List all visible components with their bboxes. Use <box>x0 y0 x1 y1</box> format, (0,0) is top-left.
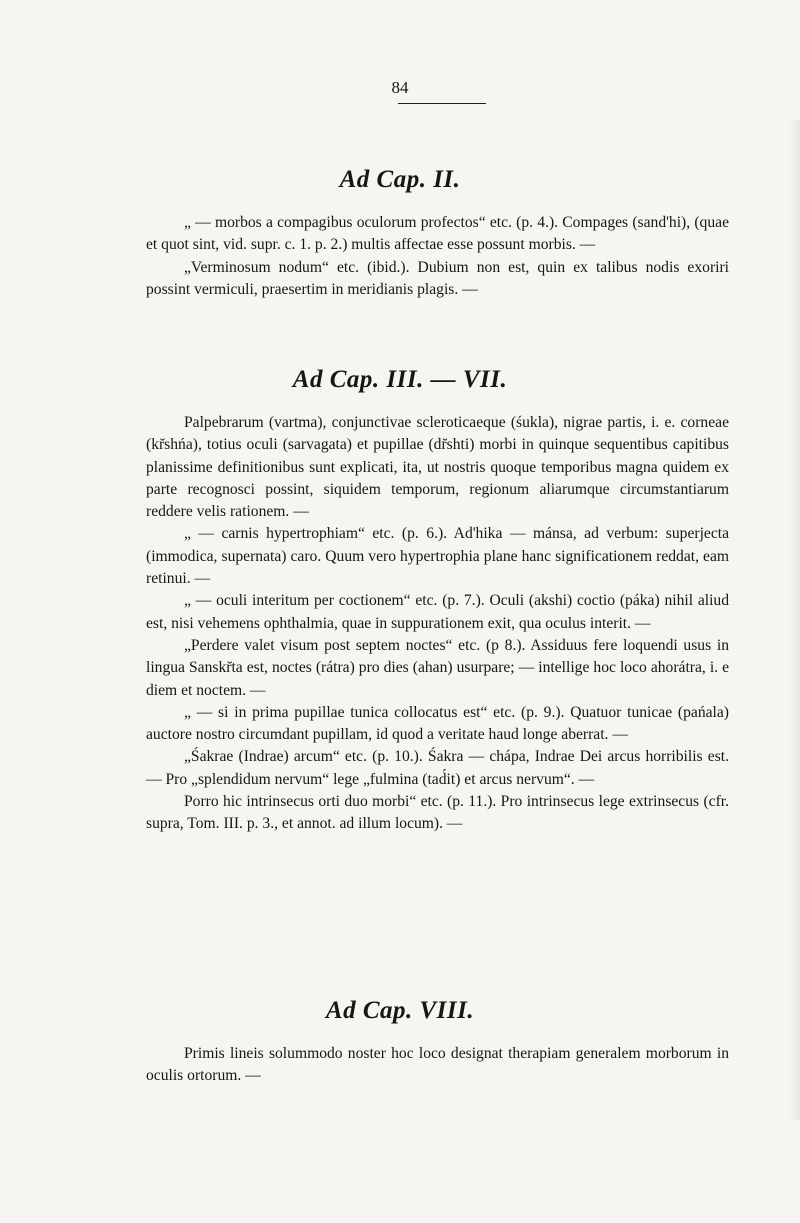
section-heading-cap-2: Ad Cap. II. <box>339 166 461 193</box>
page-number: 84 <box>391 78 409 97</box>
paragraph: „ — morbos a compagibus oculorum profectos“ etc. (p. 4.). Compages (sand'hi), (quae et quot sint, vid. supr. c. 1. p. 2.) multis affectae esse possunt morbis. — <box>146 214 729 254</box>
section-heading-cap-3-7: Ad Cap. III. — VII. <box>292 366 508 393</box>
paragraph: „Śakrae (Indrae) arcum“ etc. (p. 10.). Śakra — chápa, Indrae Dei arcus horribilis est. — Pro „splendidum nervum“ lege „fulmina (tad́it) et arcus nervum“. — <box>146 748 729 788</box>
section-body-cap-2 <box>146 212 729 301</box>
page-edge-shadow <box>788 120 800 1120</box>
section-heading-cap-8: Ad Cap. VIII. <box>325 997 475 1024</box>
paragraph: Primis lineis solummodo noster hoc loco designat therapiam generalem morborum in oculis ortorum. — <box>146 1045 729 1085</box>
paragraph: „Verminosum nodum“ etc. (ibid.). Dubium non est, quin ex talibus nodis exoriri possint vermiculi, praesertim in meridianis plagis. — <box>146 258 729 298</box>
paragraph: „Perdere valet visum post septem noctes“ etc. (p 8.). Assiduus fere loquendi usus in lingua Sanskr̆ta est, noctes (rátra) pro dies (ahan) usurpare; — intellige hoc loco ahorátra, i. e diem et noctem. — <box>146 636 729 699</box>
paragraph: Palpebrarum (vartma), conjunctivae scleroticaeque (śukla), nigrae partis, i. e. corneae (kr̆shńa), totius oculi (sarvagata) et pupillae (dr̆shti) morbi in quinque sequentibus capitibus planissime definitionibus sunt explicati, ita, ut nostris quoque temporibus magna quidem ex parte recognosci possint, siquidem temporum, regionum aliarumque circumstantiarum reddere velis rationem. — <box>146 414 729 521</box>
paragraph: Porro hic intrinsecus orti duo morbi“ etc. (p. 11.). Pro intrinsecus lege extrinsecus (cfr. supra, Tom. III. p. 3., et annot. ad illum locum). — <box>146 793 729 833</box>
paragraph: „ — si in prima pupillae tunica collocatus est“ etc. (p. 9.). Quatuor tunicae (pańala) auctore nostro circumdant pupillam, id quod a veritate haud longe aberrat. — <box>146 703 729 744</box>
section-body-cap-8 <box>146 1043 729 1088</box>
section-body-cap-3-7 <box>146 412 729 836</box>
header-rule <box>398 103 486 104</box>
paragraph: „ — carnis hypertrophiam“ etc. (p. 6.). Ad'hika — mánsa, ad verbum: superjecta (immodica, supernata) caro. Quum vero hypertrophia plane hanc significationem reddat, eam retinui. — <box>146 525 729 588</box>
paragraph: „ — oculi interitum per coctionem“ etc. (p. 7.). Oculi (akshi) coctio (páka) nihil aliud est, nisi vehemens ophthalmia, quae in suppurationem exit, qua oculus interit. — <box>146 592 729 632</box>
